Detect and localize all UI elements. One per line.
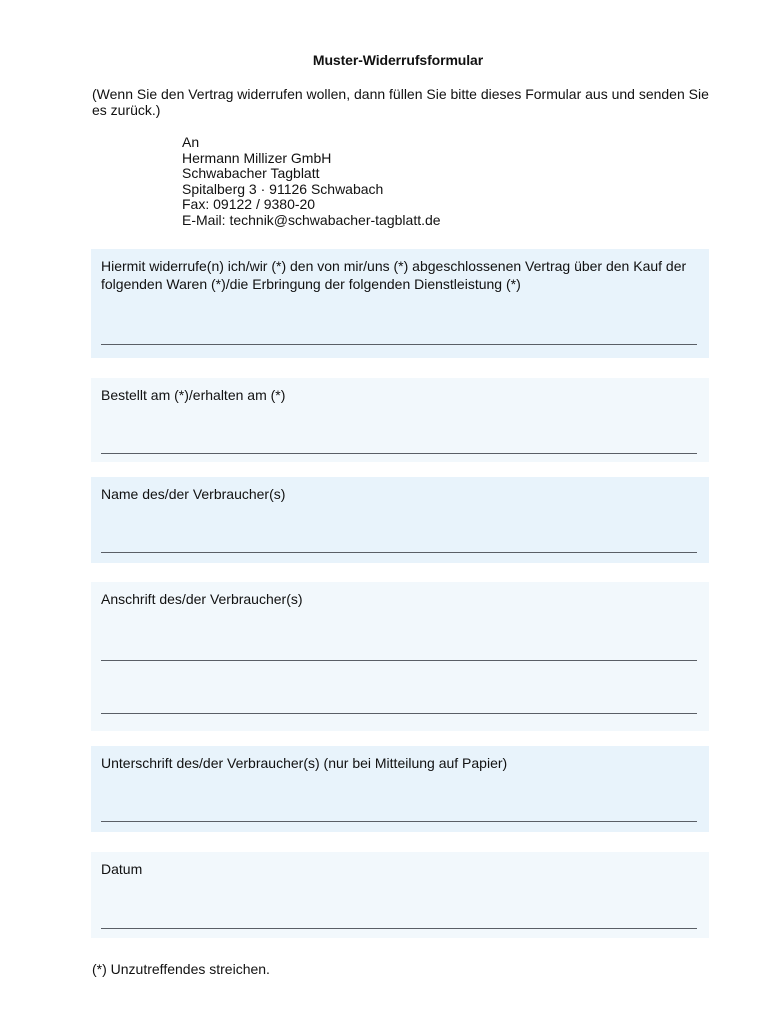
- recipient-email: E-Mail: technik@schwabacher-tagblatt.de: [182, 211, 441, 228]
- consumer-address-entry-line-1[interactable]: [101, 660, 697, 661]
- contract-label: Hiermit widerrufe(n) ich/wir (*) den von mir/uns (*) abgeschlossenen Vertrag über den Kauf der folgenden Waren (*)/die Erbringung der folgenden Dienstleistung (*): [101, 258, 687, 292]
- recipient-publication: Schwabacher Tagblatt: [182, 165, 320, 182]
- consumer-name-entry-line[interactable]: [101, 552, 697, 553]
- contract-section: [91, 249, 709, 358]
- date-section: [91, 852, 709, 938]
- recipient-address: [182, 135, 441, 229]
- ordered-entry-line[interactable]: [101, 453, 697, 454]
- date-label: Datum: [101, 861, 143, 877]
- date-entry-line[interactable]: [101, 928, 697, 929]
- recipient-company: Hermann Millizer GmbH: [182, 149, 332, 166]
- form-intro: (Wenn Sie den Vertrag widerrufen wollen, dann füllen Sie bitte dieses Formular aus und senden Sie es zurück.): [92, 86, 709, 118]
- footnote: (*) Unzutreffendes streichen.: [92, 961, 270, 977]
- signature-entry-line[interactable]: [101, 821, 697, 822]
- recipient-fax: Fax: 09122 / 9380-20: [182, 196, 316, 213]
- recipient-street: Spitalberg 3 · 91126 Schwabach: [182, 180, 384, 197]
- signature-label: Unterschrift des/der Verbraucher(s) (nur bei Mitteilung auf Papier): [101, 755, 508, 771]
- consumer-name-label: Name des/der Verbraucher(s): [101, 486, 286, 502]
- consumer-name-section: [91, 477, 709, 563]
- form-title: Muster-Widerrufsformular: [312, 52, 484, 68]
- recipient-salutation: An: [182, 134, 200, 150]
- contract-entry-line[interactable]: [101, 344, 697, 345]
- signature-section: [91, 746, 709, 832]
- ordered-label: Bestellt am (*)/erhalten am (*): [101, 387, 286, 403]
- consumer-address-section: [91, 582, 709, 731]
- consumer-address-entry-line-2[interactable]: [101, 713, 697, 714]
- ordered-section: [91, 378, 709, 462]
- consumer-address-label: Anschrift des/der Verbraucher(s): [101, 591, 303, 607]
